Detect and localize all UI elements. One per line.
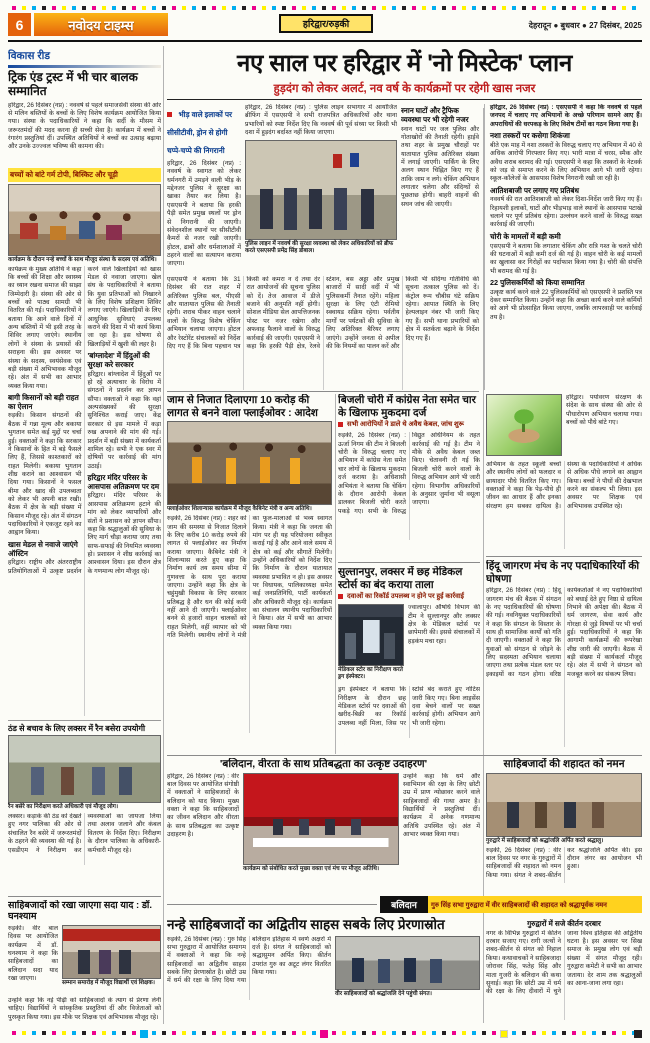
shahadat-headline: साहिबजादों की शहादत को नमन <box>503 758 625 770</box>
crosshead: नशा तस्करों पर कसेगा शिकंजा <box>490 131 570 141</box>
lead-col3 <box>401 104 479 272</box>
lead-grid <box>167 104 642 390</box>
bullet-row <box>338 421 480 429</box>
lead-kicker-text: भीड़ वाले इलाकों पर सीसीटीवी, ड्रोन से होगी चप्पे-चप्पे की निगरानी <box>167 110 233 155</box>
dateline: देहरादून ● बुधवार ● 27 दिसंबर, 2025 <box>528 21 642 30</box>
article-text: उन्होंने कहा कि धर्म और स्वाभिमान की रक्षा के लिए छोटी उम्र में प्राण न्योछावर करने वाले साहिबजादों की गाथा अमर है। विद्यार्थियों ने प्रस्तुतियां दीं। कार्यक्रम में अनेक गणमान्य अतिथि उपस्थित रहे। अंत में आभार व्यक्त किया गया। <box>403 772 480 839</box>
article-text: हरिद्वार, 26 दिसंबर (नप्र) : पुलिस लाइन सभागार में आयोजित ब्रीफिंग में एसएसपी ने सभी राजपत्रित अधिकारियों और थाना प्रभारियों को स्पष्ट निर्देश दिए कि नववर्ष की पूर्व संध्या पर किसी भी दशा में हुड़दंग बर्दाश्त नहीं किया जाएगा। <box>245 104 397 137</box>
article-text: स्नान घाटों पर जल पुलिस और गोताखोरों की तैनाती रहेगी। हाईवे तथा शहर के प्रमुख चौराहों पर यातायात पुलिस अतिरिक्त संख्या में लगाई जाएगी। पार्किंग के लिए अलग स्थान चिह्नित किए गए हैं ताकि जाम न लगे। चेकिंग अभियान लगातार चलेगा और संदिग्धों से पूछताछ होगी। बाहरी वाहनों की सघन जांच की जाएगी। <box>401 125 479 208</box>
flyover-headline: जाम से निजात दिलाएगा 10 करोड़ की लागत से बनने वाला फ्लाईओवर : आदेश <box>167 394 318 419</box>
magenta-registration-square <box>320 1030 328 1038</box>
nanhe-photo-wrap <box>335 936 480 1000</box>
registration-marks-top <box>12 6 638 10</box>
column-divider <box>163 46 164 1024</box>
article-text: लक्सर। कड़ाके की ठंड को देखते हुए नगर पालिका की ओर से संचालित रैन बसेरे में जरूरतमंदों के ठहरने की व्यवस्था की गई है। एसडीएम ने निरीक्षण कर व्यवस्थाओं का जायजा लिया तथा अलाव जलाने और कंबल वितरण के निर्देश दिए। निरीक्षण के दौरान पालिका के अधिकारी-कर्मचारी मौजूद रहे। <box>8 813 161 854</box>
crosshead: 'बांग्लादेश' में हिंदुओं की सुरक्षा करे सरकार <box>87 351 150 369</box>
crosshead: गुरुद्वारों में सजे कीर्तन दरबार <box>527 919 601 928</box>
bullet-text: दवाओं का रिकॉर्ड उपलब्ध न होने पर हुई कार्रवाई <box>347 593 464 601</box>
article-text: हरिद्वार। राष्ट्रीय और अंतरराष्ट्रीय प्रतियोगिताओं में उत्कृष्ट प्रदर्शन करने वाले खिलाड़ियों को खास मेडल से नवाजा जाएगा। खेल संघ के पदाधिकारियों ने बताया कि युवा प्रतिभाओं को निखारने के लिए विशेष प्रशिक्षण शिविर लगाए जाएंगे। खिलाड़ियों के लिए आधुनिक सुविधाएं उपलब्ध कराने की दिशा में भी कार्य किया जा रहा है। इस घोषणा से खिलाड़ियों में खुशी की लहर है। <box>8 265 161 575</box>
flyover-inauguration-photo <box>167 421 332 505</box>
medical-stores-headline: सुल्तानपुर, लक्सर में छह मेडिकल स्टोर्स का बंद कराया ताला <box>338 566 463 591</box>
story-separator <box>486 556 642 557</box>
medical-row <box>338 604 480 686</box>
medical-photo-wrap <box>338 604 404 686</box>
balidan-label: बलिदान <box>380 896 428 913</box>
red-square-bullet-icon <box>338 422 343 427</box>
article-text: रुड़की, 26 दिसंबर (नप्र) : ऊर्जा निगम की टीम ने बिजली चोरी के विरुद्ध चलाए गए अभियान में कांग्रेस नेता समेत चार लोगों के खिलाफ मुकदमा दर्ज कराया है। अधिशासी अभियंता ने बताया कि चेकिंग के दौरान आरोपी केबल डालकर बिजली चोरी करते पकड़े गए। सभी के विरुद्ध विद्युत अधिनियम के तहत कार्रवाई की गई है। टीम ने मौके से अवैध केबल जब्त किए। चेतावनी दी गई कि बिजली चोरी करने वालों के विरुद्ध अभियान आगे भी जारी रहेगा। विभागीय अधिकारियों के अनुसार जुर्माना भी वसूला जाएगा। <box>338 432 480 515</box>
shahadat-article-bottom <box>486 917 642 1023</box>
lead-col2 <box>245 104 397 272</box>
article-text: हरिद्वार। मंदिर परिसर के आसपास अतिक्रमण हटाने की मांग को लेकर व्यापारियों और संतों ने प्रशासन को ज्ञापन सौंपा। कहा कि श्रद्धालुओं की सुविधा के लिए मार्ग चौड़ा कराया जाए तथा साफ-सफाई की नियमित व्यवस्था हो। प्रशासन ने शीघ्र कार्रवाई का आश्वासन दिया। इस दौरान क्षेत्र के गणमान्य लोग मौजूद रहे। <box>87 492 161 575</box>
stage-event-photo <box>243 773 399 865</box>
story-separator <box>338 562 480 563</box>
article-text: ज्वालापुर। औषधि विभाग की टीम ने सुल्तानपुर और लक्सर क्षेत्र के मेडिकल स्टोर्स पर छापेमारी की। इससे संचालकों में हड़कंप मचा रहा। <box>408 604 480 645</box>
article-text: उन्होंने कहा कि नई पीढ़ी को साहिबजादों के त्याग से प्रेरणा लेनी चाहिए। विद्यार्थियों ने सांस्कृतिक प्रस्तुतियां दीं और विजेताओं को पुरस्कृत किया गया। इस मौके पर शिक्षक एवं अभिभावक मौजूद रहे। <box>8 996 161 1021</box>
story-separator <box>8 896 161 897</box>
lead-subhead: हुड़दंग को लेकर अलर्ट, नव वर्ष के कार्यक्रमों पर रहेगी खास नजर <box>273 83 536 95</box>
left-story-intro-wrap <box>8 102 161 166</box>
plantation-row <box>486 394 642 458</box>
article-text: रुड़की। किसान संगठनों की बैठक में गन्ना मूल्य और बकाया भुगतान समेत कई मुद्दों पर चर्चा हुई। वक्ताओं ने कहा कि सरकार ने किसानों के हित में बड़े फैसले लिए हैं, जिससे काश्तकारों को राहत मिलेगी। बकाया भुगतान शीघ्र कराने का आश्वासन भी दिया गया। किसानों ने फसल बीमा और खाद की उपलब्धता को लेकर भी अपनी बात रखी। बैठक में क्षेत्र के बड़ी संख्या में किसान मौजूद रहे। अंत में संगठन पदाधिकारियों ने एकजुट रहने का आह्वान किया। <box>8 412 82 537</box>
article-text: हरिद्वार, 26 दिसंबर (नप्र) : एसएसपी ने कहा कि नववर्ष से पहले जनपद में चलाए गए अभियानों के अच्छे परिणाम सामने आए हैं। अपराधियों की धरपकड़ के लिए विशेष टीमों का गठन किया गया है। <box>490 104 642 128</box>
gurudwara-tribute-photo <box>486 773 642 837</box>
medical-store-photo <box>338 604 404 666</box>
edition-label: हरिद्वार/रुड़की <box>279 14 373 33</box>
shelter-inspection-photo <box>8 735 161 803</box>
lead-bottom-text: एसएसपी ने बताया कि 31 दिसंबर की रात शहर में अतिरिक्त पुलिस बल, पीएसी और यातायात पुलिस की तैनाती रहेगी। शराब पीकर वाहन चलाने वालों के विरुद्ध विशेष चेकिंग अभियान चलाया जाएगा। होटल और रेस्टोरेंट संचालकों को निर्देश दिए गए हैं कि बिना पहचान पत्र किसी को कमरा न दें तथा देर रात आयोजनों की सूचना पुलिस को दें। तेज आवाज में डीजे बजाने की अनुमति नहीं होगी। सोशल मीडिया सेल आपत्तिजनक पोस्ट पर नजर रखेगा और अफवाह फैलाने वालों के विरुद्ध कार्रवाई की जाएगी। एसएसपी ने कहा कि हरकी पैड़ी क्षेत्र, रेलवे स्टेशन, बस अड्डा और प्रमुख बाजारों में सादी वर्दी में भी पुलिसकर्मी तैनात रहेंगे। महिला सुरक्षा के लिए एंटी रोमियो स्क्वायड सक्रिय रहेगा। पर्वतीय मार्गों पर पर्यटकों की सुविधा के लिए अतिरिक्त बैरियर लगाए जाएंगे। उन्होंने जनता से अपील की कि नियमों का पालन करें और किसी भी संदिग्ध गतिविधि की सूचना तत्काल पुलिस को दें। कंट्रोल रूम चौबीस घंटे सक्रिय रहेगा। आपात स्थिति के लिए हेल्पलाइन नंबर भी जारी किए गए हैं। सभी थाना प्रभारियों को क्षेत्र में सतर्कता बढ़ाने के निर्देश दिए गए हैं। <box>167 276 479 350</box>
section-tag: विकास रीड <box>8 50 50 62</box>
ghanshyam-headline: साहिबजादों को रखा जाएगा सदा याद : डॉ. घनश्याम <box>8 900 153 923</box>
bullet-text: सभी आरोपियों ने डाले थे अवैध केबल, जांच शुरू <box>347 421 464 429</box>
page-number: 6 <box>8 13 31 36</box>
article-text: रुड़की, 26 दिसंबर (नप्र) : शहर को जाम की समस्या से निजात दिलाने के लिए करीब 10 करोड़ रुपये की लागत से फ्लाईओवर का निर्माण कराया जाएगा। कैबिनेट मंत्री ने शिलान्यास करते हुए कहा कि निर्माण कार्य तय समय सीमा में गुणवत्ता के साथ पूरा कराया जाएगा। उन्होंने कहा कि क्षेत्र के चहुंमुखी विकास के लिए सरकार प्रतिबद्ध है और धन की कोई कमी नहीं आने दी जाएगी। फ्लाईओवर बनने से हजारों वाहन चालकों को राहत मिलेगी, वहीं व्यापार को भी गति मिलेगी। स्थानीय लोगों ने मंत्री का फूल-मालाओं से भव्य स्वागत किया। मंत्री ने कहा कि जनता की मांग पर ही यह परियोजना स्वीकृत कराई गई है और आने वाले समय में क्षेत्र को कई और सौगातें मिलेंगी। उन्होंने अधिकारियों को निर्देश दिए कि निर्माण के दौरान यातायात व्यवस्था प्रभावित न हो। इस अवसर पर विधायक, पालिकाध्यक्ष समेत कई जनप्रतिनिधि, पार्टी कार्यकर्ता और अधिकारी मौजूद रहे। कार्यक्रम का संचालन स्थानीय पदाधिकारियों ने किया। अंत में सभी का आभार व्यक्त किया गया। <box>167 515 332 640</box>
left-story-body <box>8 266 161 716</box>
photo-caption: वीर साहिबजादों को श्रद्धांजलि देने पहुंची संगत। <box>335 990 432 997</box>
seminar-row <box>167 773 480 887</box>
nanhe-row <box>167 936 480 1000</box>
flyover-article <box>167 394 332 754</box>
hindu-jagran-headline: हिंदू जागरण मंच के नए पदाधिकारियों की घोषणा <box>486 560 640 585</box>
photo-caption: कार्यक्रम को संबोधित करते मुख्य वक्ता एवं मंच पर मौजूद अतिथि। <box>243 865 380 872</box>
seminar-photo-wrap <box>243 773 399 887</box>
photo-caption: पुलिस लाइन में नववर्ष की सुरक्षा व्यवस्था को लेकर अधिकारियों को ब्रीफ करते एसएसपी प्रमेंद्र सिंह डोबाल। <box>245 241 394 254</box>
story-separator <box>167 755 642 756</box>
photo-caption: कार्यक्रम के दौरान नन्हे बच्चों के साथ मौजूद संस्था के सदस्य एवं अतिथि। <box>8 256 157 263</box>
article-text: बीते एक माह में नशा तस्करों के विरुद्ध चलाए गए अभियान में 40 से अधिक आरोपी गिरफ्तार किए गए। भारी मात्रा में चरस, स्मैक और अवैध शराब बरामद की गई। एसएसपी ने कहा कि तस्करों के नेटवर्क को जड़ से समाप्त करने के लिए अभियान आगे भी जारी रहेगा। स्कूल-कॉलेजों के आसपास विशेष निगरानी रखी जा रही है। <box>490 141 642 183</box>
crosshead: चोरी के मामलों में बड़ी कमी <box>490 231 561 241</box>
left-story-headline: ट्रिक एंड ट्रस्ट में भी चार बालक सम्मानित <box>8 70 138 98</box>
article-text: रुड़की, 26 दिसंबर (नप्र) : गुरु सिंह सभा गुरुद्वारा में आयोजित समागम में वक्ताओं ने कहा कि नन्हे साहिबजादों का अद्वितीय साहस सबके लिए प्रेरणास्रोत है। छोटी उम्र में धर्म की रक्षा के लिए दिया गया बलिदान इतिहास में स्वर्ण अक्षरों में दर्ज है। संगत ने साहिबजादों को श्रद्धासुमन अर्पित किए। कीर्तन उपरांत गुरु का अटूट लंगर वितरित किया गया। <box>167 935 331 985</box>
bullet-row <box>338 593 480 601</box>
crosshead: बागी किसानों को बड़ी राहत का ऐलान <box>8 392 79 411</box>
photo-caption: गुरुद्वारे में साहिबजादों को श्रद्धांजलि अर्पित करते श्रद्धालु। <box>486 837 604 844</box>
lead-headline: नए साल पर हरिद्वार में 'नो मिस्टेक' प्लान <box>236 50 572 77</box>
medical-stores-article <box>338 566 480 754</box>
photo-caption: मेडिकल स्टोर का निरीक्षण करते ड्रग इंस्पेक्टर। <box>338 667 403 681</box>
header-rule <box>8 40 642 42</box>
article-text: हरिद्वार, 26 दिसंबर (नप्र) : नववर्ष से पहले समाजसेवी संस्था की ओर से मलिन बस्तियों के बच्चों के लिए विशेष कार्यक्रम आयोजित किया गया। संस्था के पदाधिकारियों ने कहा कि सर्दी के मौसम में जरूरतमंदों की मदद करना ही सच्ची सेवा है। कार्यक्रम में बच्चों ने रंगारंग प्रस्तुतियां दीं। उपस्थित अतिथियों ने बच्चों का उत्साह बढ़ाया और उनके उज्ज्वल भविष्य की कामना की। <box>8 101 161 151</box>
nanhe-headline: नन्हे साहिबजादों का अद्वितीय साहस सबके लिए प्रेरणास्रोत <box>167 917 445 932</box>
lead-article <box>167 46 642 390</box>
photo-caption: फ्लाईओवर शिलान्यास कार्यक्रम में मौजूद कैबिनेट मंत्री व अन्य अतिथि। <box>167 506 312 513</box>
electricity-theft-headline: बिजली चोरी में कांग्रेस नेता समेत चार के खिलाफ मुकदमा दर्ज <box>338 394 476 419</box>
veer-bal-diwas-seminar-article <box>167 758 480 894</box>
column-divider <box>335 394 336 754</box>
crosshead: खास मेडल से नवाजे जाएंगे ऑस्टिन <box>8 539 78 558</box>
lead-rule <box>167 99 642 100</box>
seminar-headline: 'बलिदान, वीरता के साथ प्रतिबद्धता का उत्कृष्ट उदाहरण' <box>219 758 428 770</box>
article-text: अभियान के तहत स्कूली बच्चों और स्थानीय लोगों को फलदार व छायादार पौधे वितरित किए गए। वक्ताओं ने कहा कि पेड़-पौधे ही जीवन का आधार हैं और इनका संरक्षण हम सबका दायित्व है। संस्था के पदाधिकारियों ने अधिक से अधिक पौधे लगाने का आह्वान किया। बच्चों ने पौधों की देखभाल करने का संकल्प भी लिया। इस अवसर पर शिक्षक एवं अभिभावक उपस्थित रहे। <box>486 461 642 510</box>
story-separator <box>167 391 479 392</box>
police-briefing-photo <box>245 140 397 240</box>
lead-left-area <box>167 104 479 390</box>
red-square-bullet-icon <box>167 112 172 117</box>
crosshead: हरिद्वार मंदिर परिसर के आसपास अतिक्रमण पर दम <box>87 472 160 491</box>
sangat-tribute-photo <box>335 936 480 990</box>
shahadat-article-top <box>486 758 642 894</box>
article-text: हरिद्वार, 26 दिसंबर (नप्र) : नववर्ष के स्वागत को लेकर धर्मनगरी में उमड़ने वाली भीड़ के मद्देनजर पुलिस ने सुरक्षा का खाका तैयार कर लिया है। एसएसपी ने बताया कि हरकी पैड़ी समेत प्रमुख स्थलों पर ड्रोन से निगरानी की जाएगी। संवेदनशील स्थानों पर सीसीटीवी कैमरों से नजर रखी जाएगी। होटल, ढाबों और धर्मशालाओं में ठहरने वालों का सत्यापन कराया जाएगा। <box>167 160 241 268</box>
balidan-banner: गुरु सिंह सभा गुरुद्वारा में वीर साहिबजादों की शहादत को श्रद्धापूर्वक नमन <box>428 896 642 913</box>
article-text: हरिद्वार, 26 दिसंबर (नप्र) : हिंदू जागरण मंच की बैठक में संगठन के नए पदाधिकारियों की घोषणा की गई। नवनियुक्त पदाधिकारियों ने कहा कि संगठन के विस्तार के साथ ही सामाजिक कार्यों को गति दी जाएगी। वक्ताओं ने कहा कि युवाओं को संगठन से जोड़ने के लिए सदस्यता अभियान चलाया जाएगा तथा प्रत्येक मंडल स्तर पर इकाइयों का गठन होगा। वरिष्ठ कार्यकर्ताओं ने नए पदाधिकारियों को बधाई देते हुए निष्ठा से दायित्व निभाने की अपेक्षा की। बैठक में धर्म जागरण, सेवा कार्य और गोरक्षा से जुड़े विषयों पर भी चर्चा हुई। पदाधिकारियों ने कहा कि आगामी कार्यक्रमों की रूपरेखा शीघ्र जारी की जाएगी। बैठक में बड़ी संख्या में कार्यकर्ता मौजूद रहे। अंत में सभी ने संगठन को मजबूत करने का संकल्प लिया। <box>486 587 642 678</box>
article-text: रुड़की, 26 दिसंबर (नप्र) : वीर बाल दिवस पर नगर के गुरुद्वारों में साहिबजादों की शहादत को नमन किया गया। संगत ने शबद-कीर्तन कर श्रद्धांजलि अर्पित की। इस दौरान लंगर का आयोजन भी हुआ। <box>486 846 642 879</box>
photo-caption: रैन बसेरे का निरीक्षण करते अधिकारी एवं मौजूद लोग। <box>8 804 119 811</box>
lead-right-column <box>484 104 642 390</box>
left-column <box>8 46 161 894</box>
article-text: नववर्ष की रात आतिशबाजी को लेकर दिशा-निर्देश जारी किए गए हैं। रिहायशी इलाकों, घाटों और भीड़भाड़ वाले स्थानों के आसपास पटाखे चलाने पर पूर्ण प्रतिबंध रहेगा। उल्लंघन करने वालों के विरुद्ध सख्त कार्रवाई की जाएगी। <box>490 196 642 229</box>
crosshead: स्नान घाटों और ट्रैफिक व्यवस्था पर भी रहेगी नजर <box>401 106 469 124</box>
hindu-jagran-article <box>486 560 642 754</box>
article-text: एसएसपी ने बताया कि लगातार चेकिंग और रात्रि गश्त के चलते चोरी की घटनाओं में बड़ी कमी दर्ज की गई है। वाहन चोरी के कई मामलों का खुलासा कर गिरोहों का पर्दाफाश किया गया है। चोरी की संपत्ति भी बरामद की गई है। <box>490 242 642 275</box>
plant-in-hands-photo <box>486 394 562 456</box>
children-event-photo <box>8 184 161 256</box>
article-text: हरिद्वार। पर्यावरण संरक्षण के संदेश के साथ संस्था की ओर से पौधारोपण अभियान चलाया गया। बच्चों को पौधे बांटे गए। <box>566 394 642 427</box>
plantation-article <box>486 394 642 554</box>
photo-caption: सम्मान समारोह में मौजूद विद्यार्थी एवं शिक्षक। <box>62 979 155 986</box>
article-text: रुड़की। वीर बाल दिवस पर आयोजित कार्यक्रम में डॉ. घनश्याम ने कहा कि साहिबजादों का बलिदान सदा याद रखा जाएगा। <box>8 924 58 982</box>
lead-columns-row <box>167 104 479 272</box>
crosshead: आतिशबाजी पर लगाए गए प्रतिबंध <box>490 185 580 195</box>
nanhe-sahibzade-article <box>167 917 480 1023</box>
black-registration-square <box>634 1030 642 1038</box>
banner-left-rule <box>167 904 377 905</box>
section-tag-wrap <box>8 46 161 68</box>
ghanshyam-article <box>8 900 161 1024</box>
shelter-story-body <box>8 813 161 865</box>
article-text: उत्कृष्ट कार्य करने वाले 22 पुलिसकर्मियों को एसएसपी ने प्रशस्ति पत्र देकर सम्मानित किया। उन्होंने कहा कि अच्छा कार्य करने वाले कर्मियों को आगे भी प्रोत्साहित किया जाएगा, जबकि लापरवाही पर कार्रवाई तय है। <box>490 288 642 321</box>
ghanshyam-photo-wrap <box>62 925 161 997</box>
article-text: हरिद्वार, 26 दिसंबर (नप्र) : वीर बाल दिवस पर आयोजित संगोष्ठी में वक्ताओं ने साहिबजादों के बलिदान को याद किया। मुख्य वक्ता ने कहा कि साहिबजादों का जीवन बलिदान और वीरता के साथ प्रतिबद्धता का उत्कृष्ट उदाहरण है। <box>167 772 239 839</box>
article-text: ड्रग इंस्पेक्टर ने बताया कि निरीक्षण के दौरान छह मेडिकल स्टोर्स पर दवाओं की खरीद-बिक्री का रिकॉर्ड उपलब्ध नहीं मिला, जिस पर स्टोर्स बंद कराते हुए नोटिस जारी किए गए। बिना लाइसेंस दवा बेचने वालों पर सख्त कार्रवाई होगी। अभियान आगे भी जारी रहेगा। <box>338 686 480 727</box>
award-ceremony-photo <box>62 925 161 979</box>
article-text: कार्यक्रम के मुख्य अतिथि ने कहा कि बच्चों की शिक्षा और स्वास्थ्य का ध्यान रखना समाज की साझा जिम्मेदारी है। संस्था की ओर से बच्चों को पाठ्य सामग्री भी वितरित की गई। पदाधिकारियों ने बताया कि आने वाले दिनों में अन्य बस्तियों में भी इसी तरह के शिविर लगाए जाएंगे। स्थानीय लोगों ने संस्था के प्रयासों की सराहना की। इस अवसर पर संस्था के सदस्य, स्वयंसेवक एवं बड़ी संख्या में अभिभावक मौजूद रहे। अंत में सभी का आभार व्यक्त किया गया। <box>8 265 82 390</box>
highlight-strip: बच्चों को बांटे गर्म टोपी, बिस्किट और चूड़ी <box>8 168 161 182</box>
article-text: हरिद्वार। बांग्लादेश में हिंदुओं पर हो रहे अत्याचार के विरोध में संगठनों ने प्रदर्शन कर ज्ञापन सौंपा। वक्ताओं ने कहा कि वहां अल्पसंख्यकों की सुरक्षा सुनिश्चित कराई जाए। केंद्र सरकार से इस मामले में कड़ा रुख अपनाने की मांग की गई। प्रदर्शन में बड़ी संख्या में कार्यकर्ता शामिल रहे। सभी ने एक स्वर में दोषियों पर कार्रवाई की मांग उठाई। <box>87 370 161 470</box>
masthead-logo: नवोदय टाइम्स <box>34 13 168 36</box>
lead-col1 <box>167 104 241 272</box>
section-tag-underline <box>8 65 161 68</box>
yellow-registration-square <box>500 1030 508 1038</box>
electricity-theft-article <box>338 394 480 560</box>
red-square-bullet-icon <box>338 594 343 599</box>
cyan-registration-square <box>140 1030 148 1038</box>
article-text: नगर के विभिन्न गुरुद्वारों में कीर्तन दरबार सजाए गए। रागी जत्थों ने शबद-कीर्तन से संगत को निहाल किया। कथावाचकों ने साहिबजादा जोरावर सिंह, फतेह सिंह और माता गुजरी के बलिदान की कथा सुनाई। कहा कि छोटी उम्र में धर्म की रक्षा के लिए दीवारों में चुने जाना विश्व इतिहास की अद्वितीय घटना है। इस अवसर पर सिख समाज के प्रमुख लोग एवं बड़ी संख्या में संगत मौजूद रही। गुरुद्वारा कमेटी ने सभी का आभार जताया। देर शाम तक श्रद्धालुओं का आना-जाना लगा रहा। <box>486 929 642 996</box>
ghanshyam-row <box>8 925 161 997</box>
crosshead: 22 पुलिसकर्मियों को किया सम्मानित <box>490 278 585 287</box>
lead-kicker <box>167 104 241 158</box>
shelter-story-headline: ठंड से बचाव के लिए लक्सर में रैन बसेरा उपयोगी <box>8 720 161 734</box>
